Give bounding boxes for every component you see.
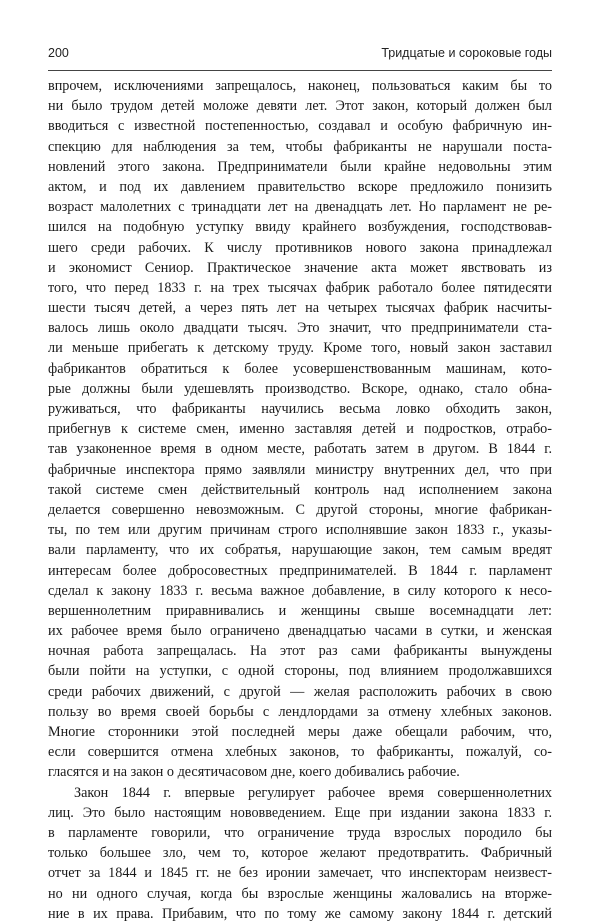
text-line: спекцию для наблюдения за тем, чтобы фабриканты не нарушали поста- <box>48 138 552 155</box>
text-line: актом, и под их давлением правительство вскоре предложило понизить <box>48 178 552 195</box>
text-line: вершеннолетним приравнивались и женщины свыше восемнадцати лет: <box>48 602 552 619</box>
text-line: среди рабочих движений, с другой — желая расположить рабочих в свою <box>48 683 552 700</box>
running-head: Тридцатые и сороковые годы <box>381 46 552 60</box>
text-line: такой системе смен действительный контроль над исполнением закона <box>48 481 552 498</box>
text-line: Многие сторонники этой последней меры даже обещали рабочим, что, <box>48 724 552 740</box>
text-line: прибегнув к системе смен, именно заставляя детей и подростков, отрабо- <box>48 421 552 438</box>
text-line: делается совершенно невозможным. С другой стороны, многие фабрикан- <box>48 501 552 518</box>
text-line: гласятся и на закон о десятичасовом дне, коего добивались рабочие. <box>48 764 460 781</box>
text-line: только большее зло, чем то, которое желают предотвратить. Фабричный <box>48 845 552 862</box>
text-line: возраст малолетних с тринадцати лет на двенадцать лет. Но парламент не ре- <box>48 199 552 216</box>
text-line: того, что перед 1833 г. на трех тысячах фабрик работало более пятидесяти <box>48 279 552 296</box>
text-line: фабрикантов обратиться к более усовершенствованным машинам, кото- <box>48 360 552 377</box>
text-line: валось лишь около двадцати тысяч. Это значит, что предприниматели ста- <box>48 320 552 337</box>
header-rule <box>48 70 552 71</box>
text-line: шился на подобную уступку ввиду крайнего возбуждения, господствовав- <box>48 219 552 236</box>
text-line: пользу во время своей борьбы с лендлордами за отмену хлебных законов. <box>48 703 552 720</box>
text-line: Закон 1844 г. впервые регулирует рабочее время совершеннолетних <box>74 784 552 801</box>
text-line: и экономист Сениор. Практическое значение акта может явствовать из <box>48 259 552 276</box>
text-line: фабричные инспектора прямо заявляли министру внутренних дел, что при <box>48 461 552 478</box>
text-line: ние в их права. Прибавим, что по тому же самому закону 1844 г. детский <box>48 905 552 922</box>
text-line: были пойти на уступки, с одной стороны, под влиянием продолжавшихся <box>48 663 552 680</box>
text-line: если совершится отмена хлебных законов, то фабриканты, пожалуй, со- <box>48 744 552 761</box>
text-line: тав узаконенное время в одном месте, работать затем в другом. В 1844 г. <box>48 441 552 458</box>
text-line: в парламенте говорили, что ограничение труда взрослых породило бы <box>48 824 552 841</box>
text-line: рые должны были удешевлять производство. Вскоре, однако, стало обна- <box>48 380 552 397</box>
text-line: ты, по тем или другим причинам строго исполнявшие закон 1833 г., указы- <box>48 522 552 539</box>
text-line: впрочем, исключениями запрещалось, наконец, пользоваться каким бы то <box>48 78 552 94</box>
text-line: ли меньше прибегать к детскому труду. Кроме того, новый закон заставил <box>48 340 552 357</box>
text-line: вводиться с известной постепенностью, создавал и особую фабричную ин- <box>48 118 552 135</box>
page-header <box>48 46 552 66</box>
page-number: 200 <box>48 46 69 60</box>
text-line: шести тысяч детей, а через пять лет на четырех тысячах фабрик насчиты- <box>48 300 552 317</box>
text-line: лиц. Это было настоящим нововведением. Еще при издании закона 1833 г. <box>48 804 552 821</box>
text-line: ночная работа запрещалась. На этот раз сами фабриканты вынуждены <box>48 643 552 660</box>
text-line: новлений этого закона. Предприниматели были крайне недовольны этим <box>48 158 552 175</box>
text-line: отчет за 1844 и 1845 гг. не без иронии замечает, что инспекторам неизвест- <box>48 865 552 882</box>
text-line: шего среди рабочих. К числу противников нового закона принадлежал <box>48 239 552 256</box>
text-line: ни было трудом детей моложе девяти лет. Этот закон, который должен был <box>48 98 552 115</box>
text-line: руживаться, что фабриканты научились весьма ловко обходить закон, <box>48 401 552 417</box>
body-text <box>48 76 552 924</box>
text-line: но ни одного случая, когда бы взрослые женщины жаловались на вторже- <box>48 885 552 902</box>
text-line: интересам более добросовестных предпринимателей. В 1844 г. парламент <box>48 562 552 579</box>
text-line: сделал к закону 1833 г. весьма важное добавление, в силу которого к несо- <box>48 582 552 599</box>
text-line: их рабочее время было ограничено двенадцатью часами в сутки, и женская <box>48 623 552 640</box>
text-line: вали парламенту, что их собратья, нарушающие закон, тем самым вредят <box>48 542 552 559</box>
